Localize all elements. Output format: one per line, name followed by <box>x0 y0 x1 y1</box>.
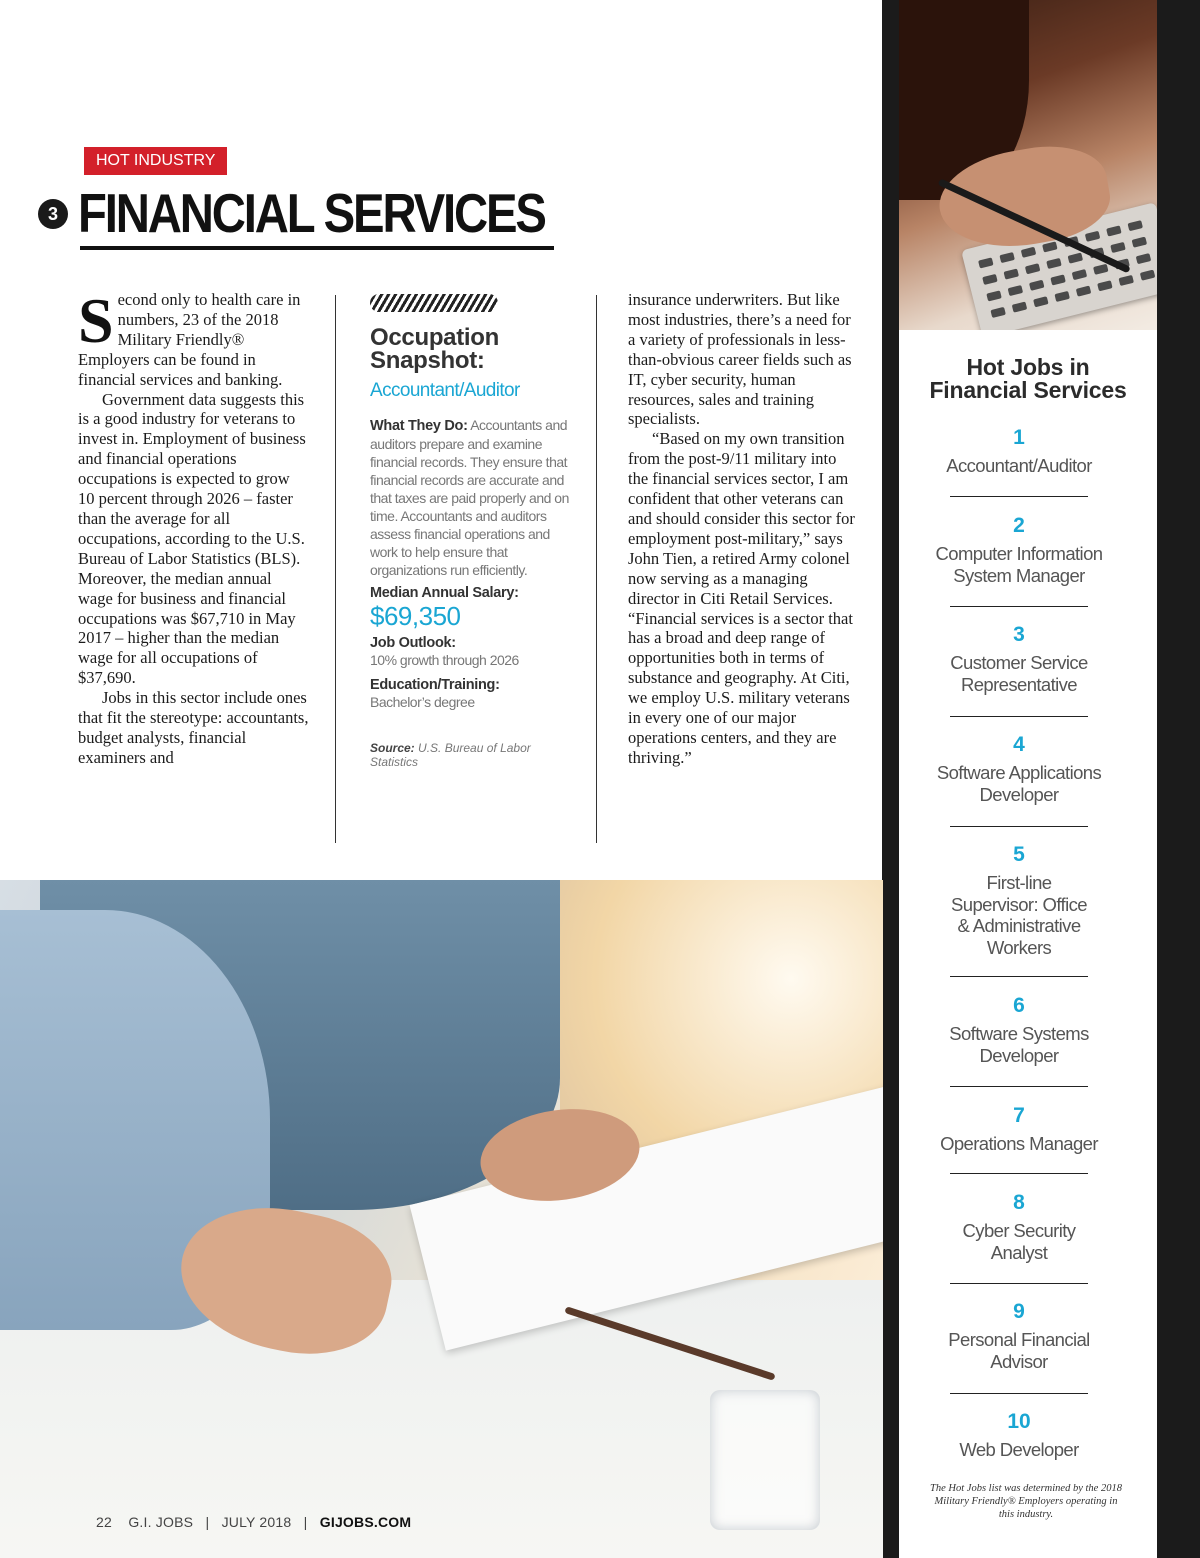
job-title: Software Applications Developer <box>936 762 1102 805</box>
drop-cap: S <box>78 285 114 356</box>
title-underline <box>80 246 554 250</box>
job-title: Software Systems Developer <box>949 1023 1089 1066</box>
calculator-key <box>1042 241 1058 252</box>
divider <box>950 1393 1088 1394</box>
job-number: 8 <box>1013 1191 1025 1214</box>
calculator-key <box>1054 291 1070 302</box>
divider <box>950 1086 1088 1087</box>
paragraph: “Based on my own transition from the post-9/11 military into the financial services sector, I am confident that other veterans can and should consider this sector for employment post-military,” says John Tien, a retired Army colonel now serving as a managing director in Citi Retail Services. “Financial services is a sector that has a broad and deep range of opportunities both in terms of substance and geography. At Citi, we employ U.S. military veterans in every one of our major operations centers, and they are thriving.” <box>628 429 855 767</box>
education-label: Education/Training: <box>370 677 500 693</box>
job-title: First-line Supervisor: Office & Administrative Workers <box>951 872 1087 958</box>
source-value: U.S. Bureau of Labor Statistics <box>370 741 531 769</box>
outlook-value: 10% growth through 2026 <box>370 652 519 668</box>
calculator-key <box>1127 220 1143 231</box>
calculator-key <box>990 307 1006 318</box>
issue-date: JULY 2018 <box>221 1514 292 1530</box>
hot-job-item <box>899 842 1139 958</box>
hot-job-item <box>899 1190 1139 1263</box>
hot-job-item <box>899 993 1139 1066</box>
hot-job-item <box>899 425 1139 477</box>
column-divider <box>596 295 597 843</box>
calculator-key <box>1106 225 1122 236</box>
calculator-key <box>1132 237 1148 248</box>
divider <box>950 976 1088 977</box>
hatch-ornament <box>370 294 498 312</box>
calculator-key <box>1029 280 1045 291</box>
education-value: Bachelor’s degree <box>370 694 475 710</box>
snapshot-subtitle: Accountant/Auditor <box>370 380 520 401</box>
paragraph: econd only to health care in numbers, 23 of the 2018 Military Friendly® Employers can be found in financial services and banking. <box>78 290 301 389</box>
hot-job-item <box>899 732 1139 805</box>
job-number: 3 <box>1013 623 1025 646</box>
outlook-label: Job Outlook: <box>370 635 456 651</box>
job-title: Computer Information System Manager <box>935 543 1103 586</box>
job-number: 9 <box>1013 1300 1025 1323</box>
job-number: 5 <box>1013 843 1025 866</box>
divider <box>950 496 1088 497</box>
calculator-key <box>982 274 998 285</box>
calculator-key <box>1004 269 1020 280</box>
footer-separator: | <box>303 1514 308 1530</box>
calculator-key <box>1140 270 1156 281</box>
calculator-key <box>1072 269 1088 280</box>
calculator-key <box>1085 231 1101 242</box>
calculator-key <box>1076 286 1092 297</box>
paragraph: insurance underwriters. But like most industries, there’s a need for a variety of professionals in less-than-obvious career fields such as IT, cyber security, human resources, sales and training specialists. <box>628 290 852 429</box>
calculator-key <box>986 290 1002 301</box>
hot-jobs-note: The Hot Jobs list was determined by the 2018 Military Friendly® Employers operating in this industry. <box>930 1483 1122 1520</box>
divider <box>950 716 1088 717</box>
hot-job-item <box>899 622 1139 695</box>
section-tag: HOT INDUSTRY <box>84 147 227 175</box>
divider <box>950 1283 1088 1284</box>
calculator-key <box>1046 258 1062 269</box>
divider <box>950 606 1088 607</box>
calculator-key <box>999 252 1015 263</box>
job-number: 4 <box>1013 733 1025 756</box>
hot-job-item <box>899 1103 1139 1155</box>
source-credit <box>370 741 570 769</box>
job-number: 7 <box>1013 1104 1025 1127</box>
hot-job-item <box>899 513 1139 586</box>
calculator-key <box>1050 274 1066 285</box>
calculator-key <box>1008 285 1024 296</box>
hot-job-item <box>899 1299 1139 1372</box>
office-meeting-photo <box>0 880 883 1558</box>
calculator-key <box>1110 242 1126 253</box>
job-title: Cyber Security Analyst <box>962 1220 1076 1263</box>
job-number: 1 <box>1013 426 1025 449</box>
hot-jobs-title: Hot Jobs in Financial Services <box>929 354 1127 403</box>
source-label: Source: <box>370 741 415 755</box>
calculator-photo <box>899 0 1157 332</box>
what-label: What They Do: <box>370 418 468 434</box>
article-column-3 <box>628 290 860 768</box>
calculator-key <box>978 257 994 268</box>
page-footer <box>96 1514 411 1530</box>
job-number: 2 <box>1013 514 1025 537</box>
calculator-key <box>1068 253 1084 264</box>
job-title: Web Developer <box>959 1439 1079 1460</box>
calculator-key <box>1033 296 1049 307</box>
calculator-key <box>1021 247 1037 258</box>
paragraph: Jobs in this sector include ones that fit the stereotype: accountants, budget analysts, financial examiners and <box>78 688 309 767</box>
divider <box>950 826 1088 827</box>
calculator-key <box>1118 275 1134 286</box>
what-they-do <box>370 416 570 579</box>
calculator-key <box>1093 264 1109 275</box>
page-title: FINANCIAL SERVICES <box>78 182 545 244</box>
job-title: Personal Financial Advisor <box>948 1329 1090 1372</box>
job-title: Operations Manager <box>940 1133 1098 1154</box>
website: GIJOBS.COM <box>319 1514 412 1530</box>
job-number: 6 <box>1013 994 1025 1017</box>
hot-job-item <box>899 1409 1139 1461</box>
calculator-key <box>1136 253 1152 264</box>
paragraph: Government data suggests this is a good industry for veterans to invest in. Employment of business and financial operations occupations is expected to grow 10 percent through 2026 – faster than the average for all occupations, according to the U.S. Bureau of Labor Statistics (BLS). Moreover, the median annual wage for business and financial occupations was $67,710 in May 2017 – higher than the median wage for all occupations of $37,690. <box>78 389 306 688</box>
footer-separator: | <box>205 1514 210 1530</box>
job-number: 10 <box>1007 1410 1031 1433</box>
column-divider <box>335 295 336 843</box>
calculator-key <box>1025 263 1041 274</box>
snapshot-title: Occupation Snapshot: <box>370 324 500 374</box>
article-column-1 <box>78 285 310 768</box>
page-number: 22 <box>96 1514 112 1530</box>
what-text: Accountants and auditors prepare and examine financial records. They ensure that financial records are accurate and that taxes are paid properly and on time. Accountants and auditors assess financial operations and work to help ensure that organizations run efficiently. <box>370 417 569 578</box>
calculator-key <box>1012 302 1028 313</box>
job-title: Accountant/Auditor <box>946 455 1092 476</box>
calculator-key <box>1097 280 1113 291</box>
salary-value: $69,350 <box>370 601 461 631</box>
rank-badge: 3 <box>38 199 68 229</box>
divider <box>950 1173 1088 1174</box>
job-title: Customer Service Representative <box>950 652 1088 695</box>
occupation-snapshot <box>370 294 570 769</box>
salary-label: Median Annual Salary: <box>370 585 519 601</box>
magazine-name: G.I. JOBS <box>128 1514 194 1530</box>
